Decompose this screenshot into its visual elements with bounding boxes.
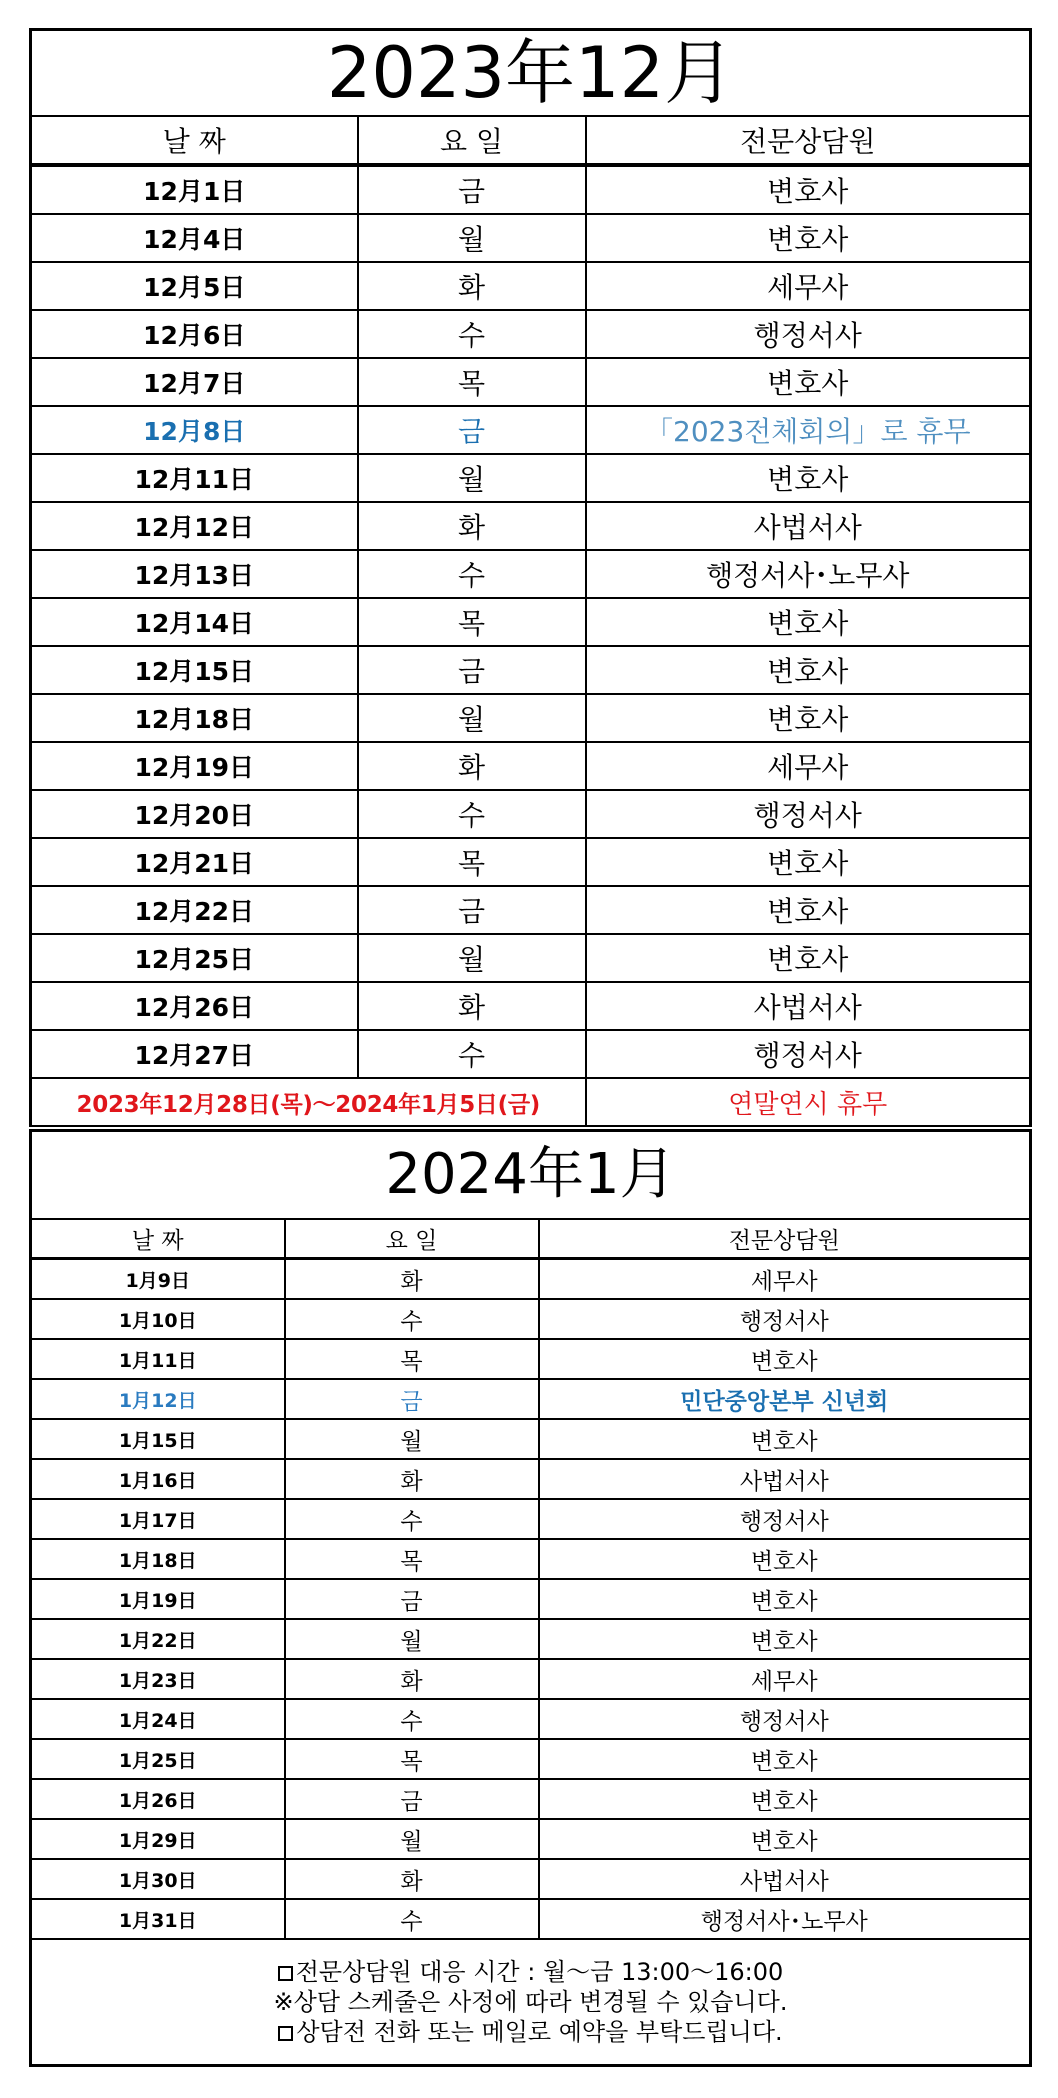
- date-cell: 1月17日: [31, 1499, 285, 1539]
- counselor-cell: 행정서사: [586, 1030, 1031, 1078]
- table-row: [31, 1419, 1031, 1459]
- counselor-cell: 변호사: [586, 838, 1031, 886]
- date-cell: 1月10日: [31, 1299, 285, 1339]
- counselor-cell: 변호사: [539, 1339, 1031, 1379]
- table-row: [31, 1619, 1031, 1659]
- day-cell: 화: [285, 1659, 539, 1699]
- day-cell: 수: [285, 1499, 539, 1539]
- date-cell: 1月22日: [31, 1619, 285, 1659]
- date-cell: 1月12日: [31, 1379, 285, 1419]
- counselor-cell: 변호사: [586, 358, 1031, 406]
- day-cell: 수: [358, 310, 586, 358]
- day-cell: 화: [285, 1459, 539, 1499]
- date-cell: 12月20日: [31, 790, 358, 838]
- table-row: [31, 1579, 1031, 1619]
- date-cell: 12月22日: [31, 886, 358, 934]
- date-cell: 12月27日: [31, 1030, 358, 1078]
- counselor-cell: 세무사: [539, 1259, 1031, 1300]
- day-cell: 금: [358, 165, 586, 214]
- day-cell: 금: [358, 646, 586, 694]
- day-cell: 수: [285, 1299, 539, 1339]
- date-cell: 12月4日: [31, 214, 358, 262]
- day-cell: 월: [358, 454, 586, 502]
- table-row: [31, 310, 1031, 358]
- table-row: [31, 406, 1031, 454]
- counselor-cell: 세무사: [586, 742, 1031, 790]
- day-cell: 목: [285, 1539, 539, 1579]
- header-day: 요 일: [285, 1219, 539, 1259]
- day-cell: 수: [358, 790, 586, 838]
- day-cell: 월: [358, 214, 586, 262]
- table-row: [31, 1859, 1031, 1899]
- counselor-cell: 세무사: [539, 1659, 1031, 1699]
- counselor-cell: 사법서사: [539, 1459, 1031, 1499]
- note-reservation: 상담전 전화 또는 메일로 예약을 부탁드립니다.: [32, 2017, 1029, 2047]
- counselor-cell: 변호사: [586, 214, 1031, 262]
- table-row: [31, 1779, 1031, 1819]
- counselor-cell: 행정서사: [586, 790, 1031, 838]
- counselor-cell: 행정서사: [539, 1499, 1031, 1539]
- date-cell: 12月12日: [31, 502, 358, 550]
- table-row: [31, 358, 1031, 406]
- counselor-cell: 사법서사: [539, 1859, 1031, 1899]
- table-row: [31, 742, 1031, 790]
- square-bullet-icon: [278, 1966, 293, 1981]
- january-title-row: [31, 1131, 1031, 1220]
- date-cell: 12月19日: [31, 742, 358, 790]
- day-cell: 수: [358, 550, 586, 598]
- table-row: [31, 550, 1031, 598]
- date-cell: 1月9日: [31, 1259, 285, 1300]
- january-header-row: [31, 1219, 1031, 1259]
- date-cell: 1月15日: [31, 1419, 285, 1459]
- table-row: [31, 1299, 1031, 1339]
- date-cell: 12月8日: [31, 406, 358, 454]
- header-date: 날 짜: [31, 1219, 285, 1259]
- december-title: 2023年12月: [31, 30, 1031, 117]
- table-row: [31, 165, 1031, 214]
- schedule-sheet: [29, 28, 1029, 2067]
- day-cell: 금: [358, 406, 586, 454]
- counselor-cell: 변호사: [539, 1419, 1031, 1459]
- counselor-cell: 행정서사: [586, 310, 1031, 358]
- counselor-cell: 변호사: [539, 1539, 1031, 1579]
- header-date: 날 짜: [31, 116, 358, 165]
- day-cell: 월: [285, 1819, 539, 1859]
- december-table-body: [31, 30, 1031, 1127]
- day-cell: 목: [285, 1339, 539, 1379]
- day-cell: 월: [358, 934, 586, 982]
- date-cell: 1月25日: [31, 1739, 285, 1779]
- january-table-body: [31, 1131, 1031, 2066]
- counselor-cell: 변호사: [586, 886, 1031, 934]
- date-cell: 12月11日: [31, 454, 358, 502]
- date-cell: 12月18日: [31, 694, 358, 742]
- day-cell: 화: [285, 1259, 539, 1300]
- day-cell: 화: [358, 262, 586, 310]
- counselor-cell: 「2023전체회의」로 휴무: [586, 406, 1031, 454]
- table-row: [31, 598, 1031, 646]
- table-row: [31, 1459, 1031, 1499]
- date-cell: 12月5日: [31, 262, 358, 310]
- header-day: 요 일: [358, 116, 586, 165]
- day-cell: 월: [358, 694, 586, 742]
- day-cell: 화: [358, 502, 586, 550]
- table-row: [31, 1899, 1031, 1939]
- counselor-cell: 변호사: [539, 1579, 1031, 1619]
- table-row: [31, 262, 1031, 310]
- date-cell: 12月6日: [31, 310, 358, 358]
- table-row: [31, 1339, 1031, 1379]
- table-row: [31, 214, 1031, 262]
- counselor-cell: 변호사: [586, 598, 1031, 646]
- day-cell: 목: [358, 598, 586, 646]
- day-cell: 목: [358, 358, 586, 406]
- date-cell: 1月31日: [31, 1899, 285, 1939]
- day-cell: 금: [285, 1579, 539, 1619]
- counselor-cell: 세무사: [586, 262, 1031, 310]
- table-row: [31, 694, 1031, 742]
- day-cell: 화: [358, 982, 586, 1030]
- december-schedule-table: [29, 28, 1032, 1127]
- table-row: [31, 1259, 1031, 1300]
- date-cell: 12月7日: [31, 358, 358, 406]
- square-bullet-icon: [278, 2026, 293, 2041]
- date-cell: 1月16日: [31, 1459, 285, 1499]
- counselor-cell: 행정서사･노무사: [586, 550, 1031, 598]
- table-row: [31, 982, 1031, 1030]
- date-cell: 1月26日: [31, 1779, 285, 1819]
- counselor-cell: 변호사: [586, 694, 1031, 742]
- day-cell: 수: [285, 1899, 539, 1939]
- table-row: [31, 1659, 1031, 1699]
- date-cell: 12月26日: [31, 982, 358, 1030]
- december-title-row: [31, 30, 1031, 117]
- counselor-cell: 사법서사: [586, 982, 1031, 1030]
- date-cell: 1月18日: [31, 1539, 285, 1579]
- table-row: [31, 646, 1031, 694]
- day-cell: 금: [358, 886, 586, 934]
- january-schedule-table: [29, 1129, 1032, 2067]
- january-title: 2024年1月: [31, 1131, 1031, 1220]
- notes-box: [31, 1939, 1031, 2066]
- header-counselor: 전문상담원: [586, 116, 1031, 165]
- note-hours: 전문상담원 대응 시간 : 월～금 13:00～16:00: [32, 1957, 1029, 1987]
- table-row: [31, 1819, 1031, 1859]
- date-cell: 12月13日: [31, 550, 358, 598]
- table-row: [31, 886, 1031, 934]
- table-row: [31, 1379, 1031, 1419]
- counselor-cell: 변호사: [539, 1619, 1031, 1659]
- date-cell: 1月29日: [31, 1819, 285, 1859]
- holiday-note: 연말연시 휴무: [586, 1078, 1031, 1126]
- counselor-cell: 변호사: [586, 454, 1031, 502]
- day-cell: 금: [285, 1379, 539, 1419]
- date-cell: 12月15日: [31, 646, 358, 694]
- counselor-cell: 행정서사: [539, 1299, 1031, 1339]
- table-row: [31, 1699, 1031, 1739]
- header-counselor: 전문상담원: [539, 1219, 1031, 1259]
- day-cell: 화: [358, 742, 586, 790]
- table-row: [31, 454, 1031, 502]
- counselor-cell: 행정서사: [539, 1699, 1031, 1739]
- date-cell: 1月23日: [31, 1659, 285, 1699]
- date-cell: 1月24日: [31, 1699, 285, 1739]
- day-cell: 목: [358, 838, 586, 886]
- counselor-cell: 변호사: [539, 1779, 1031, 1819]
- counselor-cell: 민단중앙본부 신년회: [539, 1379, 1031, 1419]
- date-cell: 12月21日: [31, 838, 358, 886]
- holiday-date-range: 2023年12月28日(목)～2024年1月5日(금): [31, 1078, 586, 1126]
- table-row: [31, 934, 1031, 982]
- table-row: [31, 838, 1031, 886]
- counselor-cell: 변호사: [539, 1819, 1031, 1859]
- day-cell: 금: [285, 1779, 539, 1819]
- counselor-cell: 행정서사･노무사: [539, 1899, 1031, 1939]
- date-cell: 12月25日: [31, 934, 358, 982]
- day-cell: 월: [285, 1619, 539, 1659]
- date-cell: 1月19日: [31, 1579, 285, 1619]
- day-cell: 목: [285, 1739, 539, 1779]
- table-row: [31, 1030, 1031, 1078]
- counselor-cell: 변호사: [586, 165, 1031, 214]
- date-cell: 1月11日: [31, 1339, 285, 1379]
- december-header-row: [31, 116, 1031, 165]
- table-row: [31, 1739, 1031, 1779]
- table-row: [31, 502, 1031, 550]
- counselor-cell: 사법서사: [586, 502, 1031, 550]
- day-cell: 수: [358, 1030, 586, 1078]
- day-cell: 화: [285, 1859, 539, 1899]
- notes-row: [31, 1939, 1031, 2066]
- date-cell: 12月14日: [31, 598, 358, 646]
- date-cell: 12月1日: [31, 165, 358, 214]
- table-row: [31, 1539, 1031, 1579]
- counselor-cell: 변호사: [586, 646, 1031, 694]
- counselor-cell: 변호사: [539, 1739, 1031, 1779]
- note-schedule-change: ※상담 스케줄은 사정에 따라 변경될 수 있습니다.: [273, 1988, 788, 2016]
- table-row: [31, 1499, 1031, 1539]
- day-cell: 수: [285, 1699, 539, 1739]
- day-cell: 월: [285, 1419, 539, 1459]
- counselor-cell: 변호사: [586, 934, 1031, 982]
- table-row: [31, 790, 1031, 838]
- december-holiday-row: [31, 1078, 1031, 1126]
- date-cell: 1月30日: [31, 1859, 285, 1899]
